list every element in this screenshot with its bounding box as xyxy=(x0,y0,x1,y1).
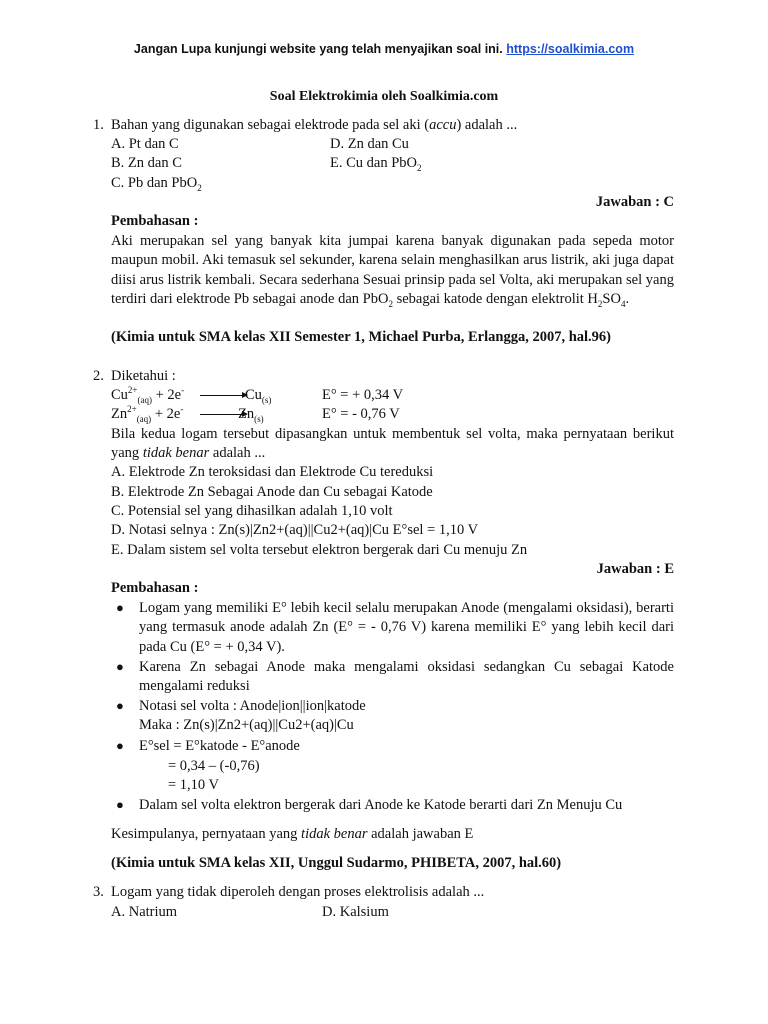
page-header xyxy=(0,42,768,56)
q2-bullet-2: Karena Zn sebagai Anode maka mengalami oksidasi sedangkan Cu sebagai Katode mengalami reduksi xyxy=(139,659,674,695)
q1-option-e: E. Cu dan PbO$_2$ xyxy=(330,155,422,173)
q1-option-d: D. Zn dan Cu xyxy=(330,136,409,152)
bullet-icon: ● xyxy=(116,738,124,753)
header-text: Jangan Lupa kunjungi website yang telah menyajikan soal ini. xyxy=(133,42,503,56)
q3-option-a: A. Natrium xyxy=(111,904,178,920)
q3-stem: Logam yang tidak diperoleh dengan proses elektrolisis adalah ... xyxy=(111,884,485,900)
q2-stem: Bila kedua logam tersebut dipasangkan untuk membentuk sel volta, maka pernyataan berikut yang tidak benar adalah ... xyxy=(111,426,674,462)
q1-option-a: A. Pt dan C xyxy=(111,136,179,152)
bullet-icon: ● xyxy=(116,659,124,674)
q1-answer: Jawaban : C xyxy=(595,194,674,210)
q3-option-d: D. Kalsium xyxy=(322,904,389,920)
q2-answer: Jawaban : E xyxy=(596,561,674,577)
q2-known: Diketahui : xyxy=(111,368,176,384)
q1-stem: Bahan yang digunakan sebagai elektrode pada sel aki (accu) adalah ... xyxy=(111,117,518,133)
q2-number: 2. xyxy=(93,368,104,384)
bullet-icon: ● xyxy=(116,600,124,615)
document-title: Soal Elektrokimia oleh Soalkimia.com xyxy=(269,89,499,104)
bullet-icon: ● xyxy=(116,698,124,713)
q2-bullet-1: Logam yang memiliki E° lebih kecil selalu merupakan Anode (mengalami oksidasi), berarti yang termasuk anode adalah Zn (E° = - 0,76 V) karena memiliki E° yang lebih kecil dari pada Cu (E° = + 0,34 V). xyxy=(139,600,674,655)
q1-option-b: B. Zn dan C xyxy=(111,155,182,171)
bullet-icon: ● xyxy=(116,797,124,812)
q1-explanation: Aki merupakan sel yang banyak kita jumpai karena banyak digunakan pada sepeda motor maupun mobil. Aki temasuk sel sekunder, karena selain menghasilkan arus listrik, aki juga dapat diisi arus listrik kembali. Secara sederhana Sesuai prinsip pada sel Volta, aki merupakan sel yang terdiri dari elektrode Pb sebagai anode dan PbO$_2$ sebagai katode dengan elektrolit $H_2SO_4$. xyxy=(111,233,674,310)
reaction-arrow xyxy=(200,395,246,396)
q1-option-c: C. Pb dan PbO$_2$ xyxy=(111,175,202,193)
q3-number: 3. xyxy=(93,884,104,900)
website-link[interactable]: https://soalkimia.com xyxy=(506,42,635,56)
q1-number: 1. xyxy=(93,117,104,133)
